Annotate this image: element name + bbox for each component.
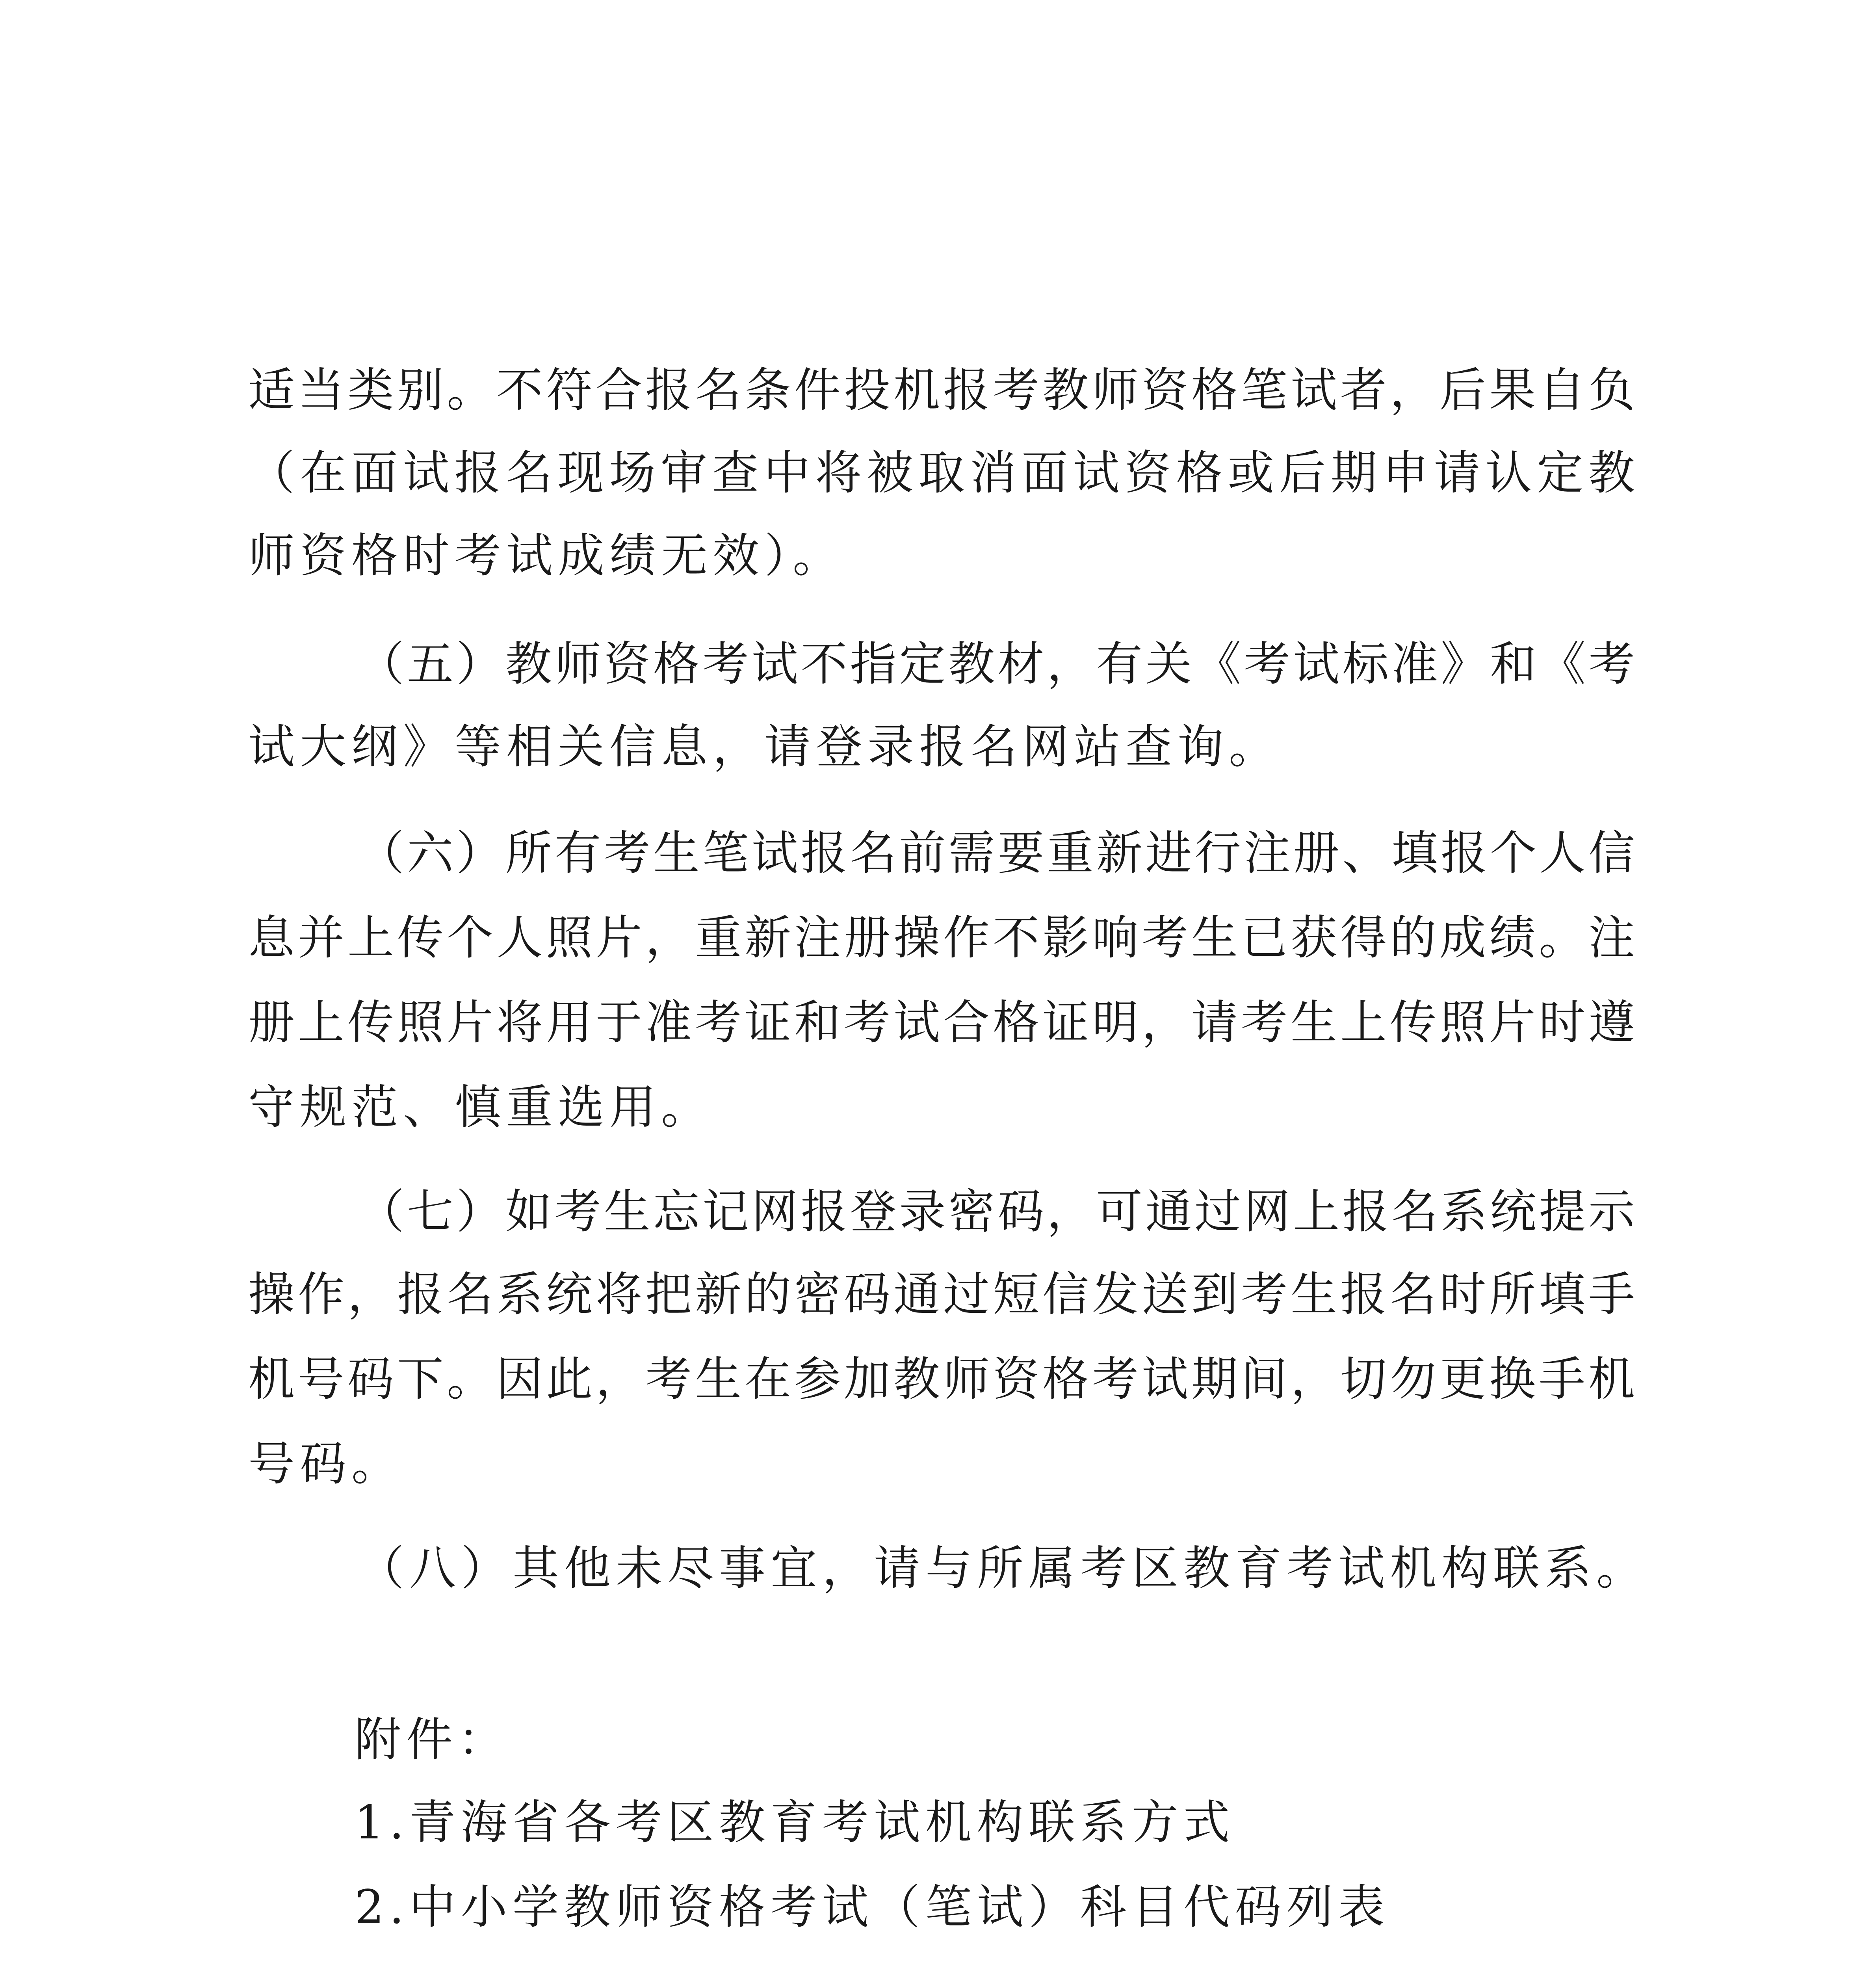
- attachment-item-2: 2.中小学教师资格考试（笔试）科目代码列表: [355, 1880, 1390, 1934]
- body-line-3: 师资格时考试成绩无效）。: [248, 528, 845, 583]
- body-line-8: 册上传照片将用于准考证和考试合格证明，请考生上传照片时遵: [248, 995, 1635, 1050]
- body-line-9: 守规范、慎重选用。: [248, 1080, 713, 1134]
- attachment-item-1: 1.青海省各考区教育考试机构联系方式: [355, 1795, 1235, 1849]
- body-line-6: （六）所有考生笔试报名前需要重新进行注册、填报个人信: [358, 826, 1635, 880]
- body-line-11: 操作，报名系统将把新的密码通过短信发送到考生报名时所填手: [248, 1267, 1635, 1321]
- body-line-7: 息并上传个人照片，重新注册操作不影响考生已获得的成绩。注: [248, 911, 1635, 965]
- body-line-5: 试大纲》等相关信息，请登录报名网站查询。: [248, 719, 1281, 774]
- body-line-10: （七）如考生忘记网报登录密码，可通过网上报名系统提示: [358, 1184, 1635, 1239]
- body-line-12: 机号码下。因此，考生在参加教师资格考试期间，切勿更换手机: [248, 1352, 1635, 1406]
- body-line-2: （在面试报名现场审查中将被取消面试资格或后期申请认定教: [248, 446, 1635, 500]
- attachments-label: 附件：: [355, 1712, 510, 1767]
- body-line-13: 号码。: [248, 1437, 403, 1491]
- body-line-14: （八）其他未尽事宜，请与所属考区教育考试机构联系。: [358, 1541, 1648, 1595]
- body-line-4: （五）教师资格考试不指定教材，有关《考试标准》和《考: [358, 637, 1635, 691]
- body-line-1: 适当类别。不符合报名条件投机报考教师资格笔试者，后果自负: [248, 363, 1635, 417]
